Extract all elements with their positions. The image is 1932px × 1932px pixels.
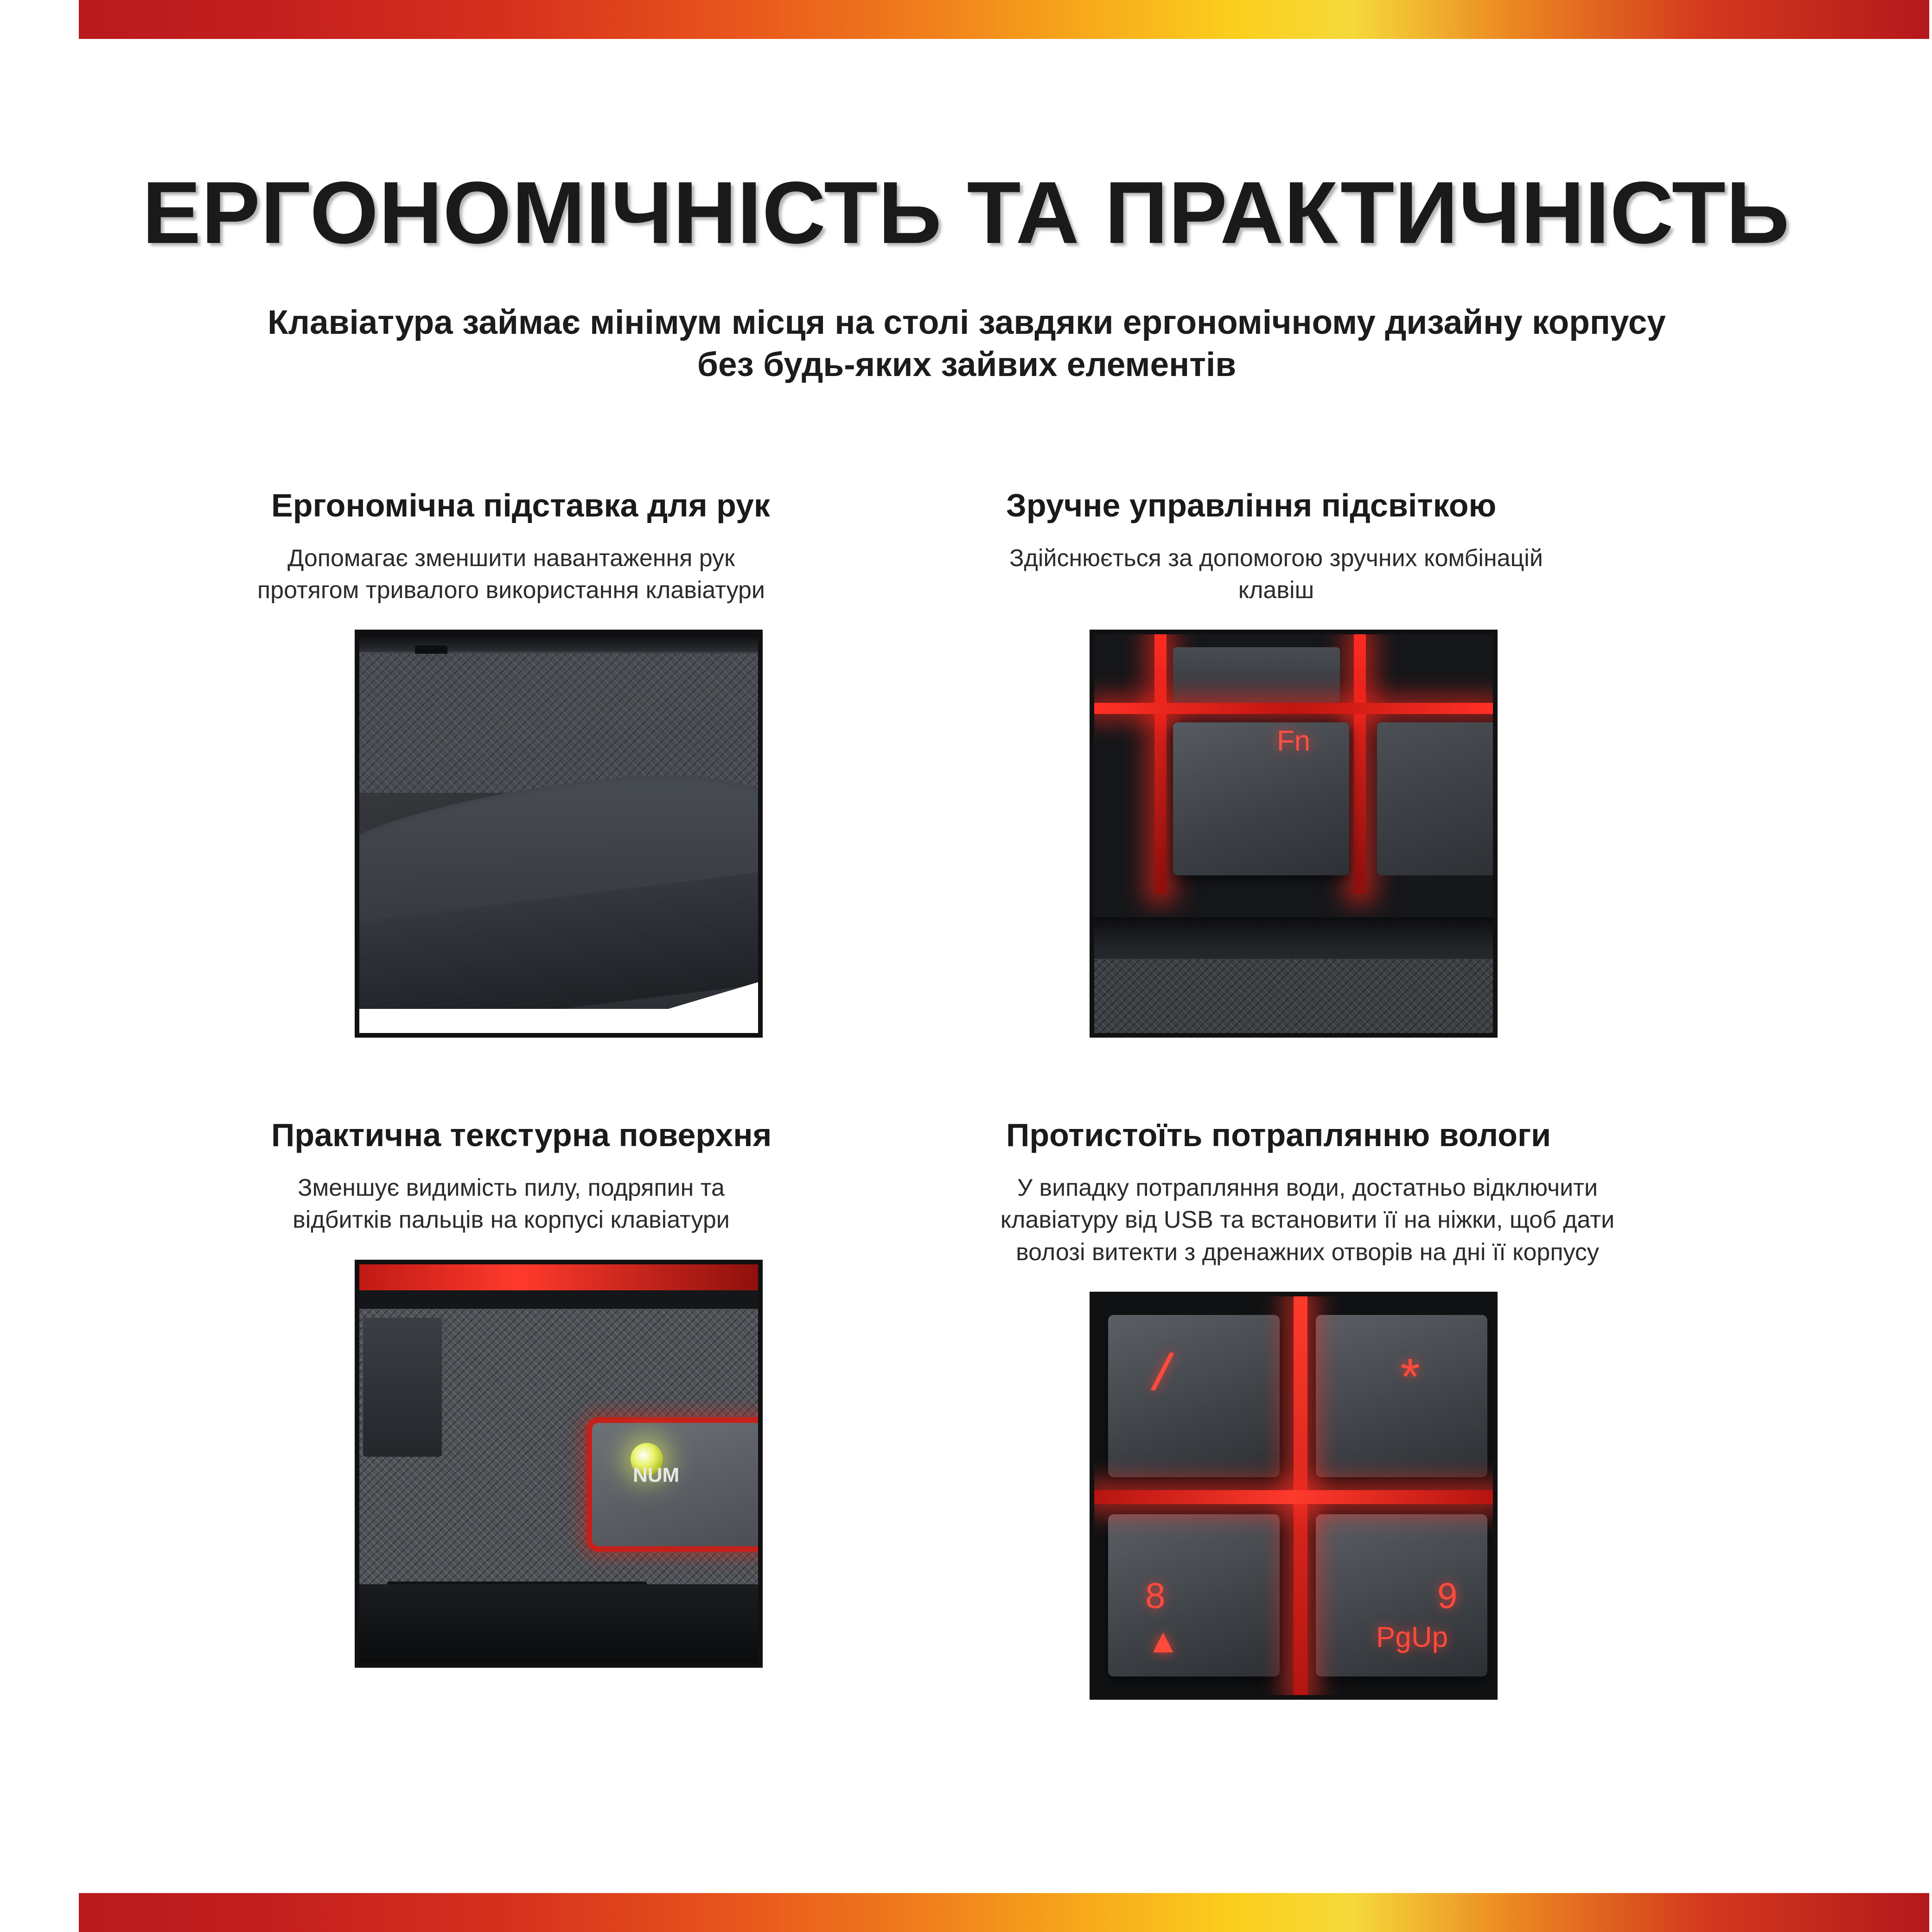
feature-block-textured-surface — [195, 1116, 967, 1699]
feature-block-moisture-resistance — [967, 1116, 1739, 1699]
deck-diamond-texture — [1094, 959, 1493, 1033]
photo-bottom-shadow — [359, 1584, 758, 1663]
diamond-texture — [359, 654, 758, 793]
page-subtitle: Клавіатура займає мінімум місця на столі завдяки ергономічному дизайну корпусу без будь-яких зайвих елементів — [268, 304, 1666, 384]
side-keycap — [363, 1318, 442, 1457]
feature-description: Зменшує видимість пилу, подряпин та відбитків пальців на корпусі клавіатури — [293, 1174, 730, 1234]
key-label-eight: 8 — [1145, 1575, 1166, 1616]
key-label-star: * — [1400, 1348, 1420, 1405]
key-label-arrow-up: ▲ — [1146, 1621, 1180, 1660]
backlight-glow-right — [1354, 634, 1366, 894]
key-label-slash: / — [1148, 1340, 1176, 1404]
backlight-glow-left — [1154, 634, 1167, 894]
backlight-glow-horizontal — [1094, 703, 1493, 714]
feature-description: У випадку потрапляння води, достатньо відключити клавіатуру від USB та встановити її на ніжки, щоб дати волозі витекти з дренажних отворів на дні її корпусу — [1000, 1174, 1615, 1266]
page-title: ЕРГОНОМІЧНІСТЬ ТА ПРАКТИЧНІСТЬ — [142, 164, 1790, 262]
feature-description: Допомагає зменшити навантаження рук протягом тривалого використання клавіатури — [257, 545, 765, 604]
fn-key-label: Fn — [1276, 725, 1311, 758]
key-label-nine: 9 — [1437, 1575, 1458, 1616]
feature-description: Здійснюється за допомогою зручних комбінацій клавіш — [1009, 545, 1543, 604]
numpad-key-slash — [1108, 1315, 1280, 1477]
upper-key — [1173, 647, 1340, 703]
top-gradient-bar — [0, 0, 1932, 39]
bottom-gradient-bar — [0, 1893, 1932, 1932]
feature-block-backlight-control — [967, 487, 1739, 1038]
backlight-gap-horizontal — [1094, 1490, 1493, 1504]
photo-numpad-keys — [1090, 1292, 1498, 1700]
photo-wrist-rest — [355, 630, 763, 1038]
feature-block-wrist-rest — [195, 487, 967, 1038]
numpad-key-8 — [1108, 1514, 1280, 1677]
photo-textured-surface — [355, 1260, 763, 1668]
feature-grid — [195, 487, 1739, 1700]
upper-shadow-strip — [359, 1290, 758, 1309]
key-label-pgup: PgUp — [1376, 1621, 1448, 1653]
photo-fn-key — [1090, 630, 1498, 1038]
feature-title: Протистоїть потраплянню вологи — [1006, 1117, 1551, 1154]
num-indicator-label: NUM — [633, 1463, 680, 1486]
feature-title: Зручне управління підсвіткою — [1006, 487, 1497, 523]
feature-title: Практична текстурна поверхня — [271, 1117, 772, 1154]
feature-title: Ергономічна підставка для рук — [271, 487, 770, 523]
